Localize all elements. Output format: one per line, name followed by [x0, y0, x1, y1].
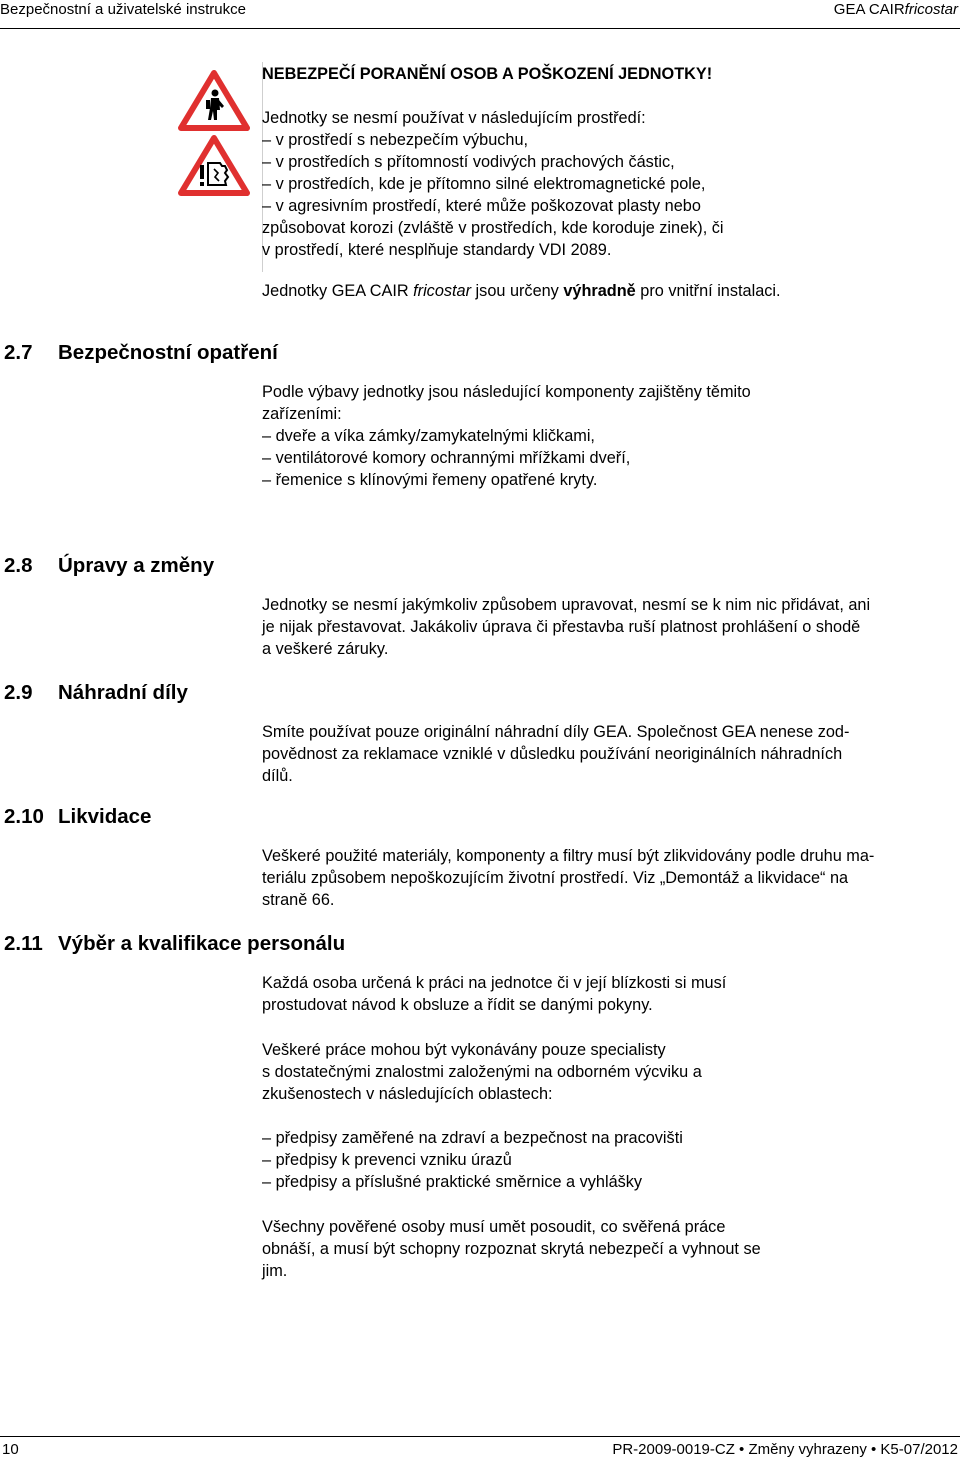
indoor-installation-note: [262, 280, 956, 302]
note-part: jsou určeny: [471, 282, 564, 300]
list-item: – předpisy k prevenci vzniku úrazů: [262, 1151, 512, 1169]
section-title: Náhradní díly: [58, 681, 188, 704]
document-info: PR-2009-0019-CZ • Změny vyhrazeny • K5-07/2012: [612, 1441, 958, 1458]
note-part: pro vnitřní instalaci.: [635, 282, 781, 300]
body-line: prostudovat návod k obsluze a řídit se danými pokyny.: [262, 996, 653, 1014]
section-number: 2.11: [4, 932, 43, 955]
body-line: Veškeré práce mohou být vykonávány pouze specialisty: [262, 1041, 666, 1059]
header-product-brand: GEA CAIR: [833, 1, 905, 18]
damage-hazard-icon: [178, 135, 250, 197]
section-title: Likvidace: [58, 805, 152, 828]
header-section-title: Bezpečnostní a uživatelské instrukce: [0, 1, 246, 18]
body-line: Jednotky se nesmí jakýmkoliv způsobem upravovat, nesmí se k nim nic přidávat, ani: [262, 596, 871, 614]
body-line: Podle výbavy jednotky jsou následující komponenty zajištěny těmito: [262, 383, 751, 401]
footer-rule: [0, 1436, 960, 1437]
body-line: Veškeré použité materiály, komponenty a filtry musí být zlikvidovány podle druhu ma-: [262, 847, 875, 865]
regulations-list: [262, 1127, 956, 1193]
section-body-2-9: [262, 721, 956, 787]
body-line: zařízeními:: [262, 405, 342, 423]
section-heading-2-9: [4, 681, 188, 705]
section-title: Úpravy a změny: [58, 554, 215, 577]
note-part: Jednotky GEA CAIR: [262, 282, 414, 300]
person-hazard-icon: [178, 70, 250, 132]
body-line: Všechny pověřené osoby musí umět posoudit, co svěřená práce: [262, 1218, 726, 1236]
body-line: zkušenostech v následujících oblastech:: [262, 1085, 553, 1103]
body-line: obnáší, a musí být schopny rozpoznat skrytá nebezpečí a vyhnout se: [262, 1240, 761, 1258]
section-body-2-11-para2: [262, 1039, 956, 1105]
list-item: – předpisy a příslušné praktické směrnice a vyhlášky: [262, 1173, 643, 1191]
section-body-2-8: [262, 594, 956, 660]
page-number: 10: [2, 1441, 19, 1458]
warning-title: NEBEZPEČÍ PORANĚNÍ OSOB A POŠKOZENÍ JEDNOTKY!: [262, 65, 713, 83]
body-line: Smíte používat pouze originální náhradní díly GEA. Společnost GEA nenese zod-: [262, 723, 850, 741]
section-heading-2-8: [4, 554, 214, 578]
section-number: 2.7: [4, 341, 33, 364]
section-body-2-11-para3: [262, 1216, 956, 1282]
body-line: – ventilátorové komory ochrannými mřížkami dveří,: [262, 449, 631, 467]
body-line: povědnost za reklamace vzniklé v důsledku používání neoriginálních náhradních: [262, 745, 843, 763]
section-title: Bezpečnostní opatření: [58, 341, 278, 364]
header-rule: [0, 28, 960, 29]
warning-line: – v prostředích s přítomností vodivých prachových částic,: [262, 153, 675, 171]
body-line: – dveře a víka zámky/zamykatelnými kličkami,: [262, 427, 595, 445]
section-body-2-10: [262, 845, 956, 911]
body-line: s dostatečnými znalostmi založenými na odborném výcviku a: [262, 1063, 702, 1081]
section-number: 2.8: [4, 554, 33, 577]
body-line: Každá osoba určená k práci na jednotce či v její blízkosti si musí: [262, 974, 727, 992]
header-product-name: [834, 1, 958, 18]
section-number: 2.10: [4, 805, 44, 828]
section-number: 2.9: [4, 681, 33, 704]
note-product-italic: fricostar: [413, 282, 472, 300]
body-line: je nijak přestavovat. Jakákoliv úprava či přestavba ruší platnost prohlášení o shodě: [262, 618, 861, 636]
warning-line: Jednotky se nesmí používat v následujícím prostředí:: [262, 109, 646, 127]
body-line: a veškeré záruky.: [262, 640, 389, 658]
list-item: – předpisy zaměřené na zdraví a bezpečnost na pracovišti: [262, 1129, 683, 1147]
body-line: straně 66.: [262, 891, 335, 909]
section-heading-2-7: [4, 341, 278, 365]
warning-line: – v prostředí s nebezpečím výbuchu,: [262, 131, 529, 149]
header-product-italic: fricostar: [904, 1, 958, 18]
warning-line: v prostředí, které nesplňuje standardy VDI 2089.: [262, 241, 612, 259]
body-line: – řemenice s klínovými řemeny opatřené kryty.: [262, 471, 598, 489]
warning-line: – v agresivním prostředí, které může poškozovat plasty nebo: [262, 197, 701, 215]
warning-line: způsobovat korozi (zvláště v prostředích, kde koroduje zinek), či: [262, 219, 724, 237]
note-emphasis: výhradně: [563, 282, 636, 300]
section-title: Výběr a kvalifikace personálu: [58, 932, 346, 955]
section-body-2-11-para1: [262, 972, 956, 1016]
page-header: [0, 0, 960, 28]
body-line: dílů.: [262, 767, 293, 785]
section-body-2-7: [262, 381, 956, 491]
section-heading-2-11: [4, 932, 345, 956]
section-heading-2-10: [4, 805, 151, 829]
body-line: jim.: [262, 1262, 288, 1280]
warning-line: – v prostředích, kde je přítomno silné elektromagnetické pole,: [262, 175, 706, 193]
body-line: teriálu způsobem nepoškozujícím životní prostředí. Viz „Demontáž a likvidace“ na: [262, 869, 849, 887]
warning-text: [262, 107, 956, 261]
